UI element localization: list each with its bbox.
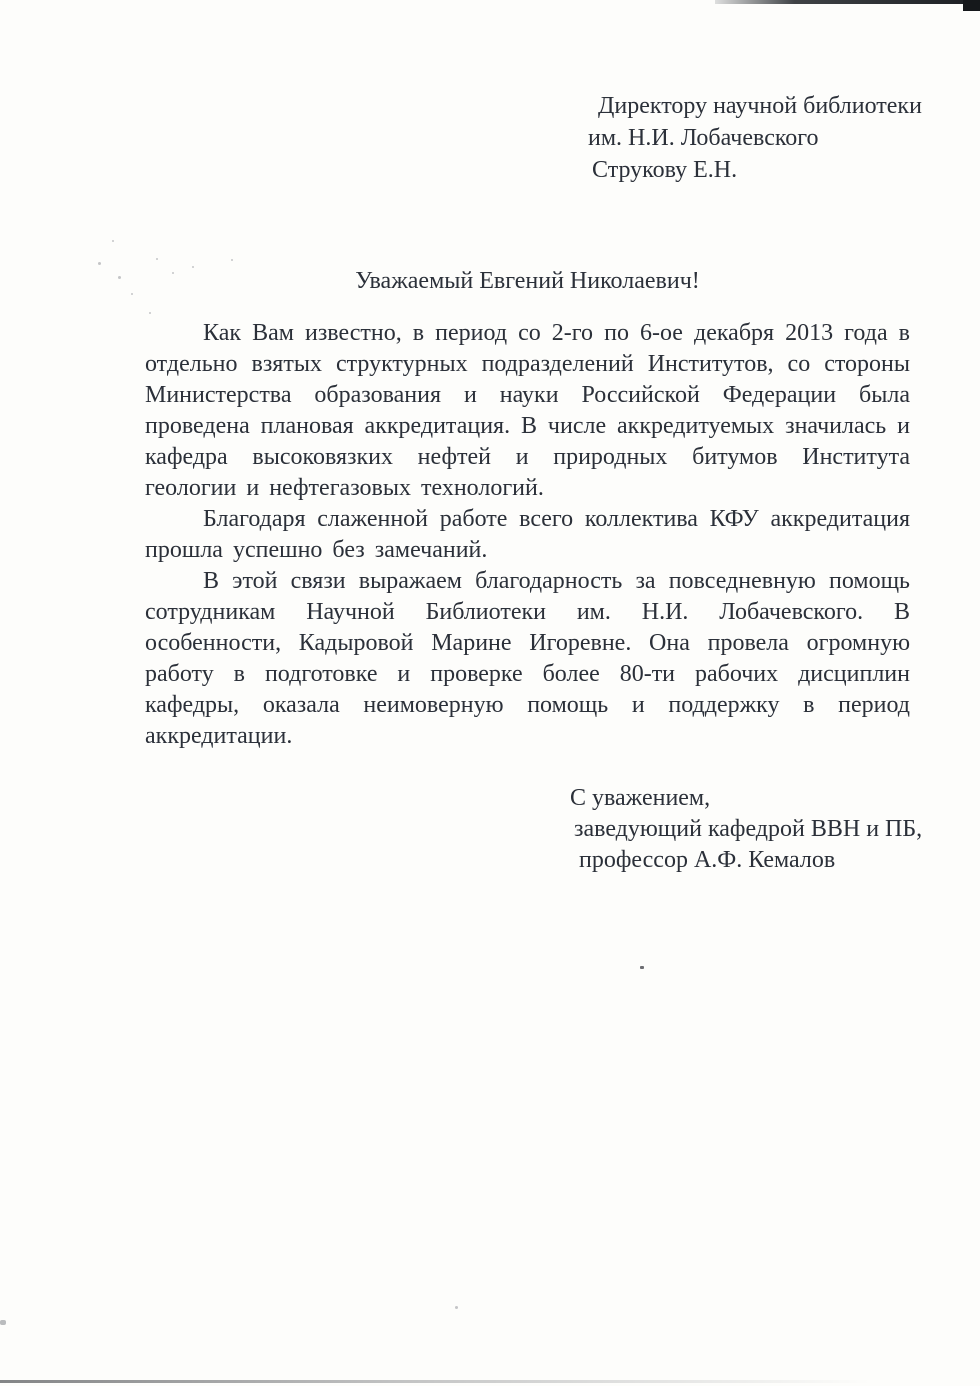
scan-noise-speckle xyxy=(98,262,101,265)
recipient-block xyxy=(588,90,922,186)
body-paragraph: В этой связи выражаем благодарность за повседневную помощь сотрудникам Научной Библиотеки им. Н.И. Лобачевского. В особенности, Кадыровой Марине Игоревне. Она провела огромную работу в подготовке и проверке более 80-ти рабочих дисциплин кафедры, оказала неимоверную помощь и поддержку в период аккредитации. xyxy=(145,568,910,749)
signature-line: заведующий кафедрой ВВН и ПБ, xyxy=(574,816,923,842)
scan-artifact-top-right-corner xyxy=(963,0,980,11)
recipient-line: им. Н.И. Лобачевского xyxy=(588,125,819,151)
scan-noise-speckle xyxy=(455,1306,458,1309)
body-paragraph: Как Вам известно, в период со 2-го по 6-ое декабря 2013 года в отдельно взятых структурных подразделений Институтов, со стороны Министерства образования и науки Российской Федерации была проведена плановая аккредитация. В числе аккредитуемых значилась и кафедра высоковязких нефтей и природных битумов Института геологии и нефтегазовых технологий. xyxy=(145,320,910,501)
scan-noise-speckle xyxy=(640,966,644,969)
signature-line: профессор А.Ф. Кемалов xyxy=(579,847,836,873)
scan-noise-speckle xyxy=(231,259,233,261)
scan-noise-speckle xyxy=(131,293,133,295)
signature-block xyxy=(570,783,922,876)
body-paragraph: Благодаря слаженной работе всего коллектива КФУ аккредитация прошла успешно без замечаний. xyxy=(145,506,910,563)
recipient-line: Директору научной библиотеки xyxy=(598,93,922,119)
scan-noise-speckle xyxy=(149,312,151,314)
signature-line: С уважением, xyxy=(570,785,711,811)
scan-artifact-bottom-edge xyxy=(0,1380,870,1383)
scan-artifact-left-mark xyxy=(0,1320,6,1325)
scan-noise-speckle xyxy=(156,258,158,260)
salutation: Уважаемый Евгений Николаевич! xyxy=(355,268,700,294)
scan-noise-speckle xyxy=(118,276,121,279)
recipient-line: Струкову Е.Н. xyxy=(592,157,738,183)
scan-artifact-top-edge xyxy=(715,0,980,4)
scan-noise-speckle xyxy=(112,240,114,242)
letter-body xyxy=(145,318,910,752)
